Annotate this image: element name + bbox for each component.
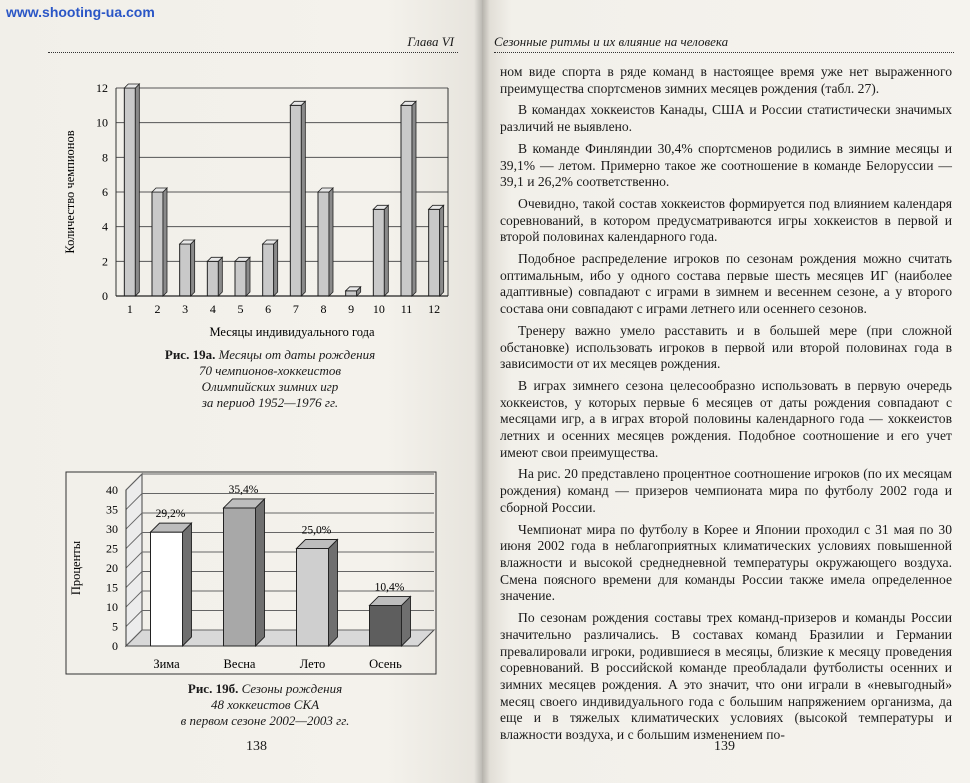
caption-19b-label: Рис. 19б. bbox=[187, 681, 239, 696]
chart1-bar bbox=[180, 244, 191, 296]
chart1-x-axis-label: Месяцы индивидуального года bbox=[209, 325, 375, 339]
paragraph-3: В команде Финляндии 30,4% спортсменов родились в зимние месяцы и 39,1% — летом. Примерно такое же соотношение в команде Белоруссии — 39,1 и 26,2% соответственно. bbox=[500, 140, 952, 190]
paragraph-1: ном виде спорта в ряде команд в настоящее время уже нет выраженного преимущества спортсменов зимних месяцев рождения (табл. 27). bbox=[500, 64, 952, 96]
chart1-y-tick-label: 2 bbox=[102, 254, 108, 269]
left-page-number: 138 bbox=[246, 739, 267, 754]
caption-19a-line-3: Олимпийских зимних игр bbox=[201, 379, 339, 394]
paragraph-6: Тренеру важно умело расставить и в большей мере (при сложной обстановке) использовать игроков в первой или второй половинах года в зависимости от их месяцев рождения. bbox=[500, 322, 952, 372]
caption-19b-line-1: Сезоны рождения bbox=[241, 681, 343, 696]
paragraph-9: Чемпионат мира по футболу в Корее и Японии проходил с 31 мая по 30 июня 2002 года в неблагоприятных климатических условиях повышенной влажности и высокой среднедневной температуры окружающего воздуха. Смена поясного времени для команды России также имела определенное значение. bbox=[500, 521, 952, 604]
paragraph-7: В играх зимнего сезона целесообразно использовать в первую очередь хоккеистов, у которых первые 6 месяцев от даты рождения совпадают с месяцами игр, а в играх второй половины календарного года — хоккеистов летних и осенних месяцев рождения. Подобное соотношение и его учет имеют свои преимущества. bbox=[500, 377, 952, 460]
paragraph-4: Очевидно, такой состав хоккеистов формируется под влиянием календаря соревнований, в котором предусматриваются игры хоккеистов в первой и второй половинах календарного года. bbox=[500, 195, 952, 245]
chart1-y-axis-label: Количество чемпионов bbox=[63, 130, 77, 254]
chart2-bar-side bbox=[183, 523, 192, 646]
caption-19a-line-1: Месяцы от даты рождения bbox=[218, 347, 376, 362]
chart2-y-tick-label: 15 bbox=[106, 580, 118, 595]
paragraph-8: На рис. 20 представлено процентное соотношение игроков (по их месяцам рождения) команд — призеров чемпионата мира по футболу 2002 года и сборной России. bbox=[500, 466, 952, 515]
chart1-x-tick-label: 10 bbox=[372, 302, 385, 316]
chart2-bar bbox=[297, 549, 329, 647]
chart2-data-label: 35,4% bbox=[228, 483, 259, 496]
chart1-bar-side bbox=[135, 84, 139, 296]
chart2-bar-side bbox=[329, 540, 338, 647]
chart1-x-tick-label: 4 bbox=[209, 302, 216, 316]
chart1-bar bbox=[235, 261, 246, 296]
caption-19b-line-2: 48 хоккеистов СКА bbox=[210, 697, 320, 712]
chart1-bar-side bbox=[440, 205, 444, 296]
chart2-y-tick-label: 35 bbox=[106, 502, 118, 517]
chart1-bar-side bbox=[246, 257, 250, 296]
chart2-x-tick-label: Зима bbox=[153, 657, 180, 671]
chart2-y-tick-label: 40 bbox=[106, 483, 118, 497]
chart1-x-tick-label: 11 bbox=[400, 302, 413, 316]
right-page bbox=[482, 0, 970, 783]
chart1-y-tick-label: 10 bbox=[96, 115, 108, 130]
chart2-data-label: 25,0% bbox=[301, 524, 332, 537]
chart2-y-axis-label: Проценты bbox=[69, 540, 83, 596]
chart2-data-label: 10,4% bbox=[374, 581, 405, 594]
paragraph-10: По сезонам рождения составы трех команд-призеров и команды России значительно различались. В составах команд Бразилии и Германии превалировали игроки, родившиеся в месяцы, близкие к месяцу проведения соревнований. В российской команде преобладали футболисты осенних и зимних месяцев рождения. А это значит, что они играли в «невыгодный» месяц своего индивидуального года с большим напряжением организма, да еще и в тяжелых климатических условиях (высокой температуры и влажности воздуха, и с большим изменением по- bbox=[500, 610, 952, 743]
right-head-rule bbox=[494, 52, 954, 53]
chart1-bar-side bbox=[191, 240, 195, 296]
chart1-bar bbox=[318, 192, 329, 296]
chart1-x-tick-label: 3 bbox=[182, 302, 189, 316]
chart1-bar-side bbox=[384, 205, 388, 296]
chart1-x-tick-label: 9 bbox=[348, 302, 355, 316]
chart1-bar-side bbox=[329, 188, 333, 296]
paragraph-2: В командах хоккеистов Канады, США и России статистически значимых различий не выявлено. bbox=[500, 102, 952, 135]
caption-19a-line-2: 70 чемпионов-хоккеистов bbox=[199, 363, 341, 378]
chart1-y-tick-label: 4 bbox=[102, 219, 108, 234]
right-page-number: 139 bbox=[714, 739, 735, 754]
chart2-data-label: 29,2% bbox=[155, 508, 186, 521]
chart1-bar bbox=[373, 209, 384, 296]
chart1-bar-side bbox=[412, 101, 416, 296]
book-gutter bbox=[474, 0, 490, 783]
chart2-y-tick-label: 5 bbox=[112, 619, 118, 634]
chart1-x-tick-label: 1 bbox=[126, 302, 133, 316]
chart1-bar bbox=[152, 192, 163, 296]
chart1-x-tick-label: 2 bbox=[154, 302, 161, 316]
caption-19b-line-3: в первом сезоне 2002—2003 гг. bbox=[180, 713, 350, 728]
chart1-bar bbox=[401, 105, 412, 296]
chart2-bar bbox=[370, 605, 402, 646]
chart2-y-tick-label: 10 bbox=[106, 600, 118, 614]
chart1-x-tick-label: 6 bbox=[265, 302, 272, 316]
chart2-x-tick-label: Осень bbox=[369, 657, 402, 671]
chart1-y-tick-label: 8 bbox=[102, 150, 108, 165]
chart-months-of-birth bbox=[56, 76, 456, 341]
caption-19a-label: Рис. 19а. bbox=[164, 347, 216, 362]
chart1-x-tick-label: 7 bbox=[292, 302, 299, 316]
left-head-rule bbox=[48, 52, 458, 53]
chart2-y-tick-label: 0 bbox=[112, 639, 118, 653]
chart1-bar bbox=[124, 88, 135, 296]
chart1-x-tick-label: 8 bbox=[320, 302, 327, 316]
chart2-x-tick-label: Лето bbox=[299, 657, 326, 671]
chart1-bar bbox=[290, 105, 301, 296]
chart1-y-tick-label: 12 bbox=[96, 81, 108, 95]
chart1-bar bbox=[429, 209, 440, 296]
right-running-head: Сезонные ритмы и их влияние на человека bbox=[494, 34, 729, 49]
chart2-x-tick-label: Весна bbox=[223, 657, 256, 671]
chart1-y-tick-label: 0 bbox=[102, 289, 108, 303]
chart-seasons-of-birth bbox=[58, 468, 448, 678]
chart1-x-tick-label: 5 bbox=[237, 302, 244, 316]
chart1-bar-side bbox=[274, 240, 278, 296]
chart2-bar bbox=[151, 532, 183, 646]
left-running-head: Глава VI bbox=[407, 34, 454, 49]
chart1-y-tick-label: 6 bbox=[102, 185, 108, 199]
chart2-y-tick-label: 30 bbox=[106, 522, 118, 536]
chart2-bar bbox=[224, 508, 256, 646]
chart2-y-tick-label: 20 bbox=[106, 561, 118, 575]
chart1-bar-side bbox=[301, 101, 305, 296]
caption-fig-19b bbox=[110, 681, 420, 729]
chart1-bar-side bbox=[163, 188, 167, 296]
chart1-x-tick-label: 12 bbox=[428, 302, 441, 316]
chart2-y-tick-label: 25 bbox=[106, 541, 118, 556]
chart1-bar-side bbox=[218, 257, 222, 296]
caption-fig-19a bbox=[90, 347, 450, 411]
left-page bbox=[0, 0, 482, 783]
watermark-url: www.shooting-ua.com bbox=[6, 4, 155, 20]
body-text bbox=[500, 64, 952, 749]
caption-19a-line-4: за период 1952—1976 гг. bbox=[201, 395, 339, 410]
paragraph-5: Подобное распределение игроков по сезонам рождения можно считать оптимальным, ибо у одного состава первые шесть месяцев ИГ (наиболее адаптивные) совпадают с играми в зимнем и весеннем сезоне, а у второго состава они совпадают с играми летнего или осеннего сезонов. bbox=[500, 251, 952, 317]
chart1-bar bbox=[346, 291, 357, 296]
chart1-bar bbox=[207, 261, 218, 296]
chart2-bar-side bbox=[256, 499, 265, 646]
chart1-bar bbox=[263, 244, 274, 296]
